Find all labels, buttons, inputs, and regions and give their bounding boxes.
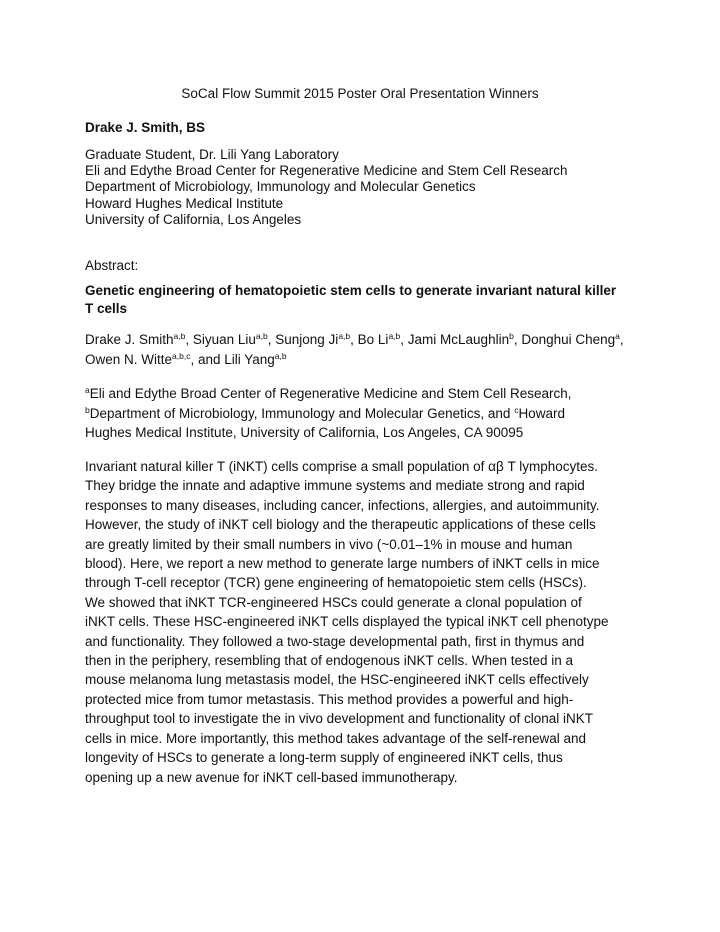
- paper-title: Genetic engineering of hematopoietic stem cells to generate invariant natural killer T cells: [85, 283, 617, 316]
- author: [358, 332, 408, 347]
- institution-text: Howard: [518, 405, 565, 421]
- abstract-line: mouse melanoma lung metastasis model, the HSC-engineered iNKT cells effectively: [85, 672, 589, 688]
- abstract-line: longevity of HSCs to generate a long-term supply of engineered iNKT cells, thus: [85, 750, 563, 766]
- author-affiliation-mark: a,b: [173, 331, 186, 341]
- abstract-line: cells in mice. More importantly, this method takes advantage of the self-renewal and: [85, 730, 586, 746]
- author: [85, 332, 193, 347]
- event-title: SoCal Flow Summit 2015 Poster Oral Presentation Winners: [181, 86, 539, 101]
- abstract-line: We showed that iNKT TCR-engineered HSCs could generate a clonal population of: [85, 594, 582, 610]
- affiliation-line: Eli and Edythe Broad Center for Regenerative Medicine and Stem Cell Research: [85, 163, 568, 179]
- affiliation-line: Howard Hughes Medical Institute: [85, 195, 284, 211]
- author-separator: ,: [513, 332, 522, 347]
- author-name: Owen N. Witte: [85, 352, 173, 367]
- abstract-line: are greatly limited by their small numbers in vivo (~0.01–1% in mouse and human: [85, 536, 573, 552]
- institution-b-c: [85, 404, 645, 424]
- author-affiliation-mark: a,b: [388, 331, 401, 341]
- abstract-line: opening up a new avenue for iNKT cell-based immunotherapy.: [85, 769, 458, 785]
- institution-mark: c: [514, 404, 519, 415]
- author-separator: ,: [619, 332, 624, 347]
- presenter-affiliations: [85, 147, 645, 228]
- author: [193, 332, 275, 347]
- author: [224, 352, 286, 367]
- author-affiliation-mark: a: [615, 331, 620, 341]
- abstract-line: throughput tool to investigate the in vivo development and functionality of clonal iNKT: [85, 711, 594, 727]
- author-affiliation-mark: b: [509, 331, 514, 341]
- author-affiliation-mark: a,b: [338, 331, 351, 341]
- abstract-line: Invariant natural killer T (iNKT) cells comprise a small population of αβ T lymphocytes.: [85, 459, 599, 474]
- author-list: [85, 330, 645, 370]
- author-separator: ,: [350, 332, 358, 347]
- author: [408, 332, 522, 347]
- author-separator: ,: [400, 332, 408, 347]
- institution-text: Department of Microbiology, Immunology and Molecular Genetics, and: [89, 405, 515, 421]
- abstract-line: blood). Here, we report a new method to generate large numbers of iNKT cells in mice: [85, 556, 600, 572]
- author-affiliation-mark: a,b,c: [172, 351, 191, 361]
- author: [275, 332, 357, 347]
- author-name: Sunjong Ji: [275, 332, 339, 347]
- affiliation-line: University of California, Los Angeles: [85, 211, 302, 227]
- institution-c-cont: Hughes Medical Institute, University of California, Los Angeles, CA 90095: [85, 425, 524, 440]
- author-separator: , and: [190, 352, 225, 367]
- abstract-line: They bridge the innate and adaptive immune systems and mediate strong and rapid: [85, 478, 585, 494]
- author-separator: ,: [185, 332, 193, 347]
- abstract-line: responses to many diseases, including cancer, infections, allergies, and autoimmunity.: [85, 497, 600, 513]
- abstract-body: [85, 457, 637, 787]
- institution-text: Eli and Edythe Broad Center of Regenerative Medicine and Stem Cell Research,: [89, 386, 572, 401]
- institution-a: [85, 384, 645, 404]
- presenter-name: Drake J. Smith, BS: [85, 120, 206, 135]
- author-affiliation-mark: a,b: [274, 351, 287, 361]
- abstract-line: However, the study of iNKT cell biology and the therapeutic applications of these cells: [85, 517, 596, 533]
- author-name: Bo Li: [357, 332, 389, 347]
- abstract-line: iNKT cells. These HSC-engineered iNKT cells displayed the typical iNKT cell phenotype: [85, 614, 609, 630]
- author: [85, 352, 224, 367]
- affiliation-line: Department of Microbiology, Immunology and Molecular Genetics: [85, 179, 476, 195]
- author-affiliation-mark: a,b: [255, 331, 268, 341]
- abstract-line: through T-cell receptor (TCR) gene engineering of hematopoietic stem cells (HSCs).: [85, 575, 587, 591]
- author-name: Lili Yang: [224, 352, 275, 367]
- abstract-line: protected mice from tumor metastasis. This method provides a powerful and high-: [85, 691, 574, 707]
- author-separator: ,: [267, 332, 276, 347]
- institution-mark: a: [85, 385, 90, 395]
- author-name: Drake J. Smith: [85, 332, 174, 347]
- abstract-label: Abstract:: [85, 258, 139, 273]
- institution-list: [85, 384, 645, 443]
- author-name: Jami McLaughlin: [407, 332, 510, 347]
- abstract-line: and functionality. They followed a two-stage developmental path, first in thymus and: [85, 633, 585, 649]
- abstract-line: then in the periphery, resembling that of endogenous iNKT cells. When tested in a: [85, 653, 574, 669]
- affiliation-line: Graduate Student, Dr. Lili Yang Laboratory: [85, 147, 339, 162]
- author-name: Donghui Cheng: [521, 332, 616, 347]
- institution-mark: b: [85, 404, 90, 415]
- author: [521, 332, 623, 347]
- author-name: Siyuan Liu: [192, 332, 256, 347]
